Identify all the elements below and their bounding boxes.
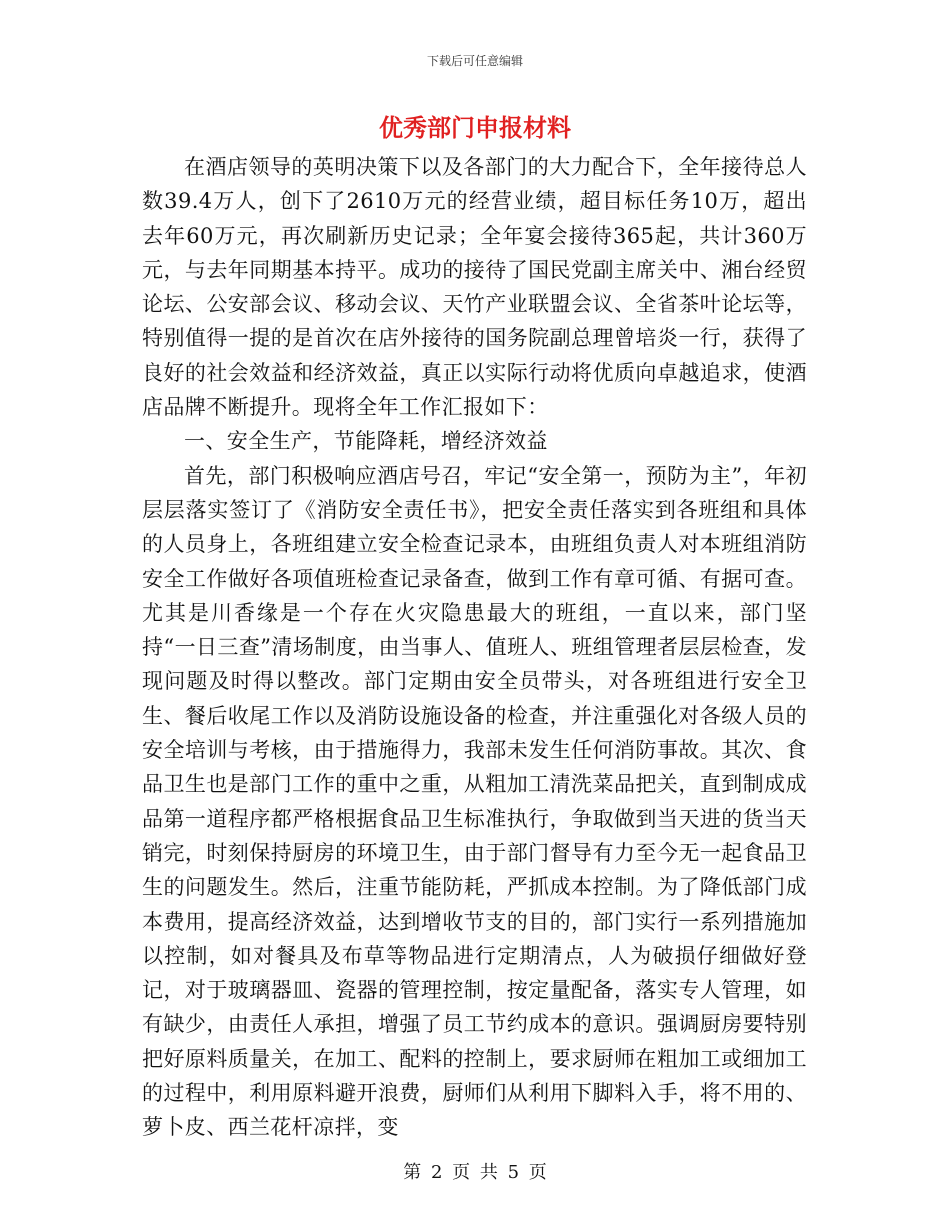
- document-title: 优秀部门申报材料: [379, 114, 571, 142]
- document-body: [142, 150, 807, 1145]
- body-paragraph: 首先，部门积极响应酒店号召，牢记“安全第一，预防为主”，年初层层落实签订了《消防安全责任书》，把安全责任落实到各班组和具体的人员身上，各班组建立安全检查记录本，由班组负责人对本班组消防安全工作做好各项值班检查记录备查，做到工作有章可循、有据可查。尤其是川香缘是一个存在火灾隐患最大的班组，一直以来，部门坚持“一日三查”清场制度，由当事人、值班人、班组管理者层层检查，发现问题及时得以整改。部门定期由安全员带头，对各班组进行安全卫生、餐后收尾工作以及消防设施设备的检查，并注重强化对各级人员的安全培训与考核，由于措施得力，我部未发生任何消防事故。其次、食品卫生也是部门工作的重中之重，从粗加工清洗菜品把关，直到制成成品第一道程序都严格根据食品卫生标准执行，争取做到当天进的货当天销完，时刻保持厨房的环境卫生，由于部门督导有力至今无一起食品卫生的问题发生。然后，注重节能防耗，严抓成本控制。为了降低部门成本费用，提高经济效益，达到增收节支的目的，部门实行一系列措施加以控制，如对餐具及布草等物品进行定期清点，人为破损仔细做好登记，对于玻璃器皿、瓷器的管理控制，按定量配备，落实专人管理，如有缺少，由责任人承担，增强了员工节约成本的意识。强调厨房要特别把好原料质量关，在加工、配料的控制上，要求厨师在粗加工或细加工的过程中，利用原料避开浪费，厨师们从利用下脚料入手，将不用的、萝卜皮、西兰花杆凉拌，变: [142, 463, 807, 1140]
- section-heading: 一、安全生产，节能降耗，增经济效益: [184, 429, 548, 454]
- header-note: 下载后可任意编辑: [426, 54, 523, 68]
- page-footer: 第 2 页 共 5 页: [403, 1162, 547, 1183]
- intro-paragraph: 在酒店领导的英明决策下以及各部门的大力配合下，全年接待总人数39.4万人，创下了2610万元的经营业绩，超目标任务10万，超出去年60万元，再次刷新历史记录；全年宴会接待365起，共计360万元，与去年同期基本持平。成功的接待了国民党副主席关中、湘台经贸论坛、公安部会议、移动会议、天竹产业联盟会议、全省茶叶论坛等，特别值得一提的是首次在店外接待的国务院副总理曾培炎一行，获得了良好的社会效益和经济效益，真正以实际行动将优质向卓越追求，使酒店品牌不断提升。现将全年工作汇报如下：: [142, 155, 807, 420]
